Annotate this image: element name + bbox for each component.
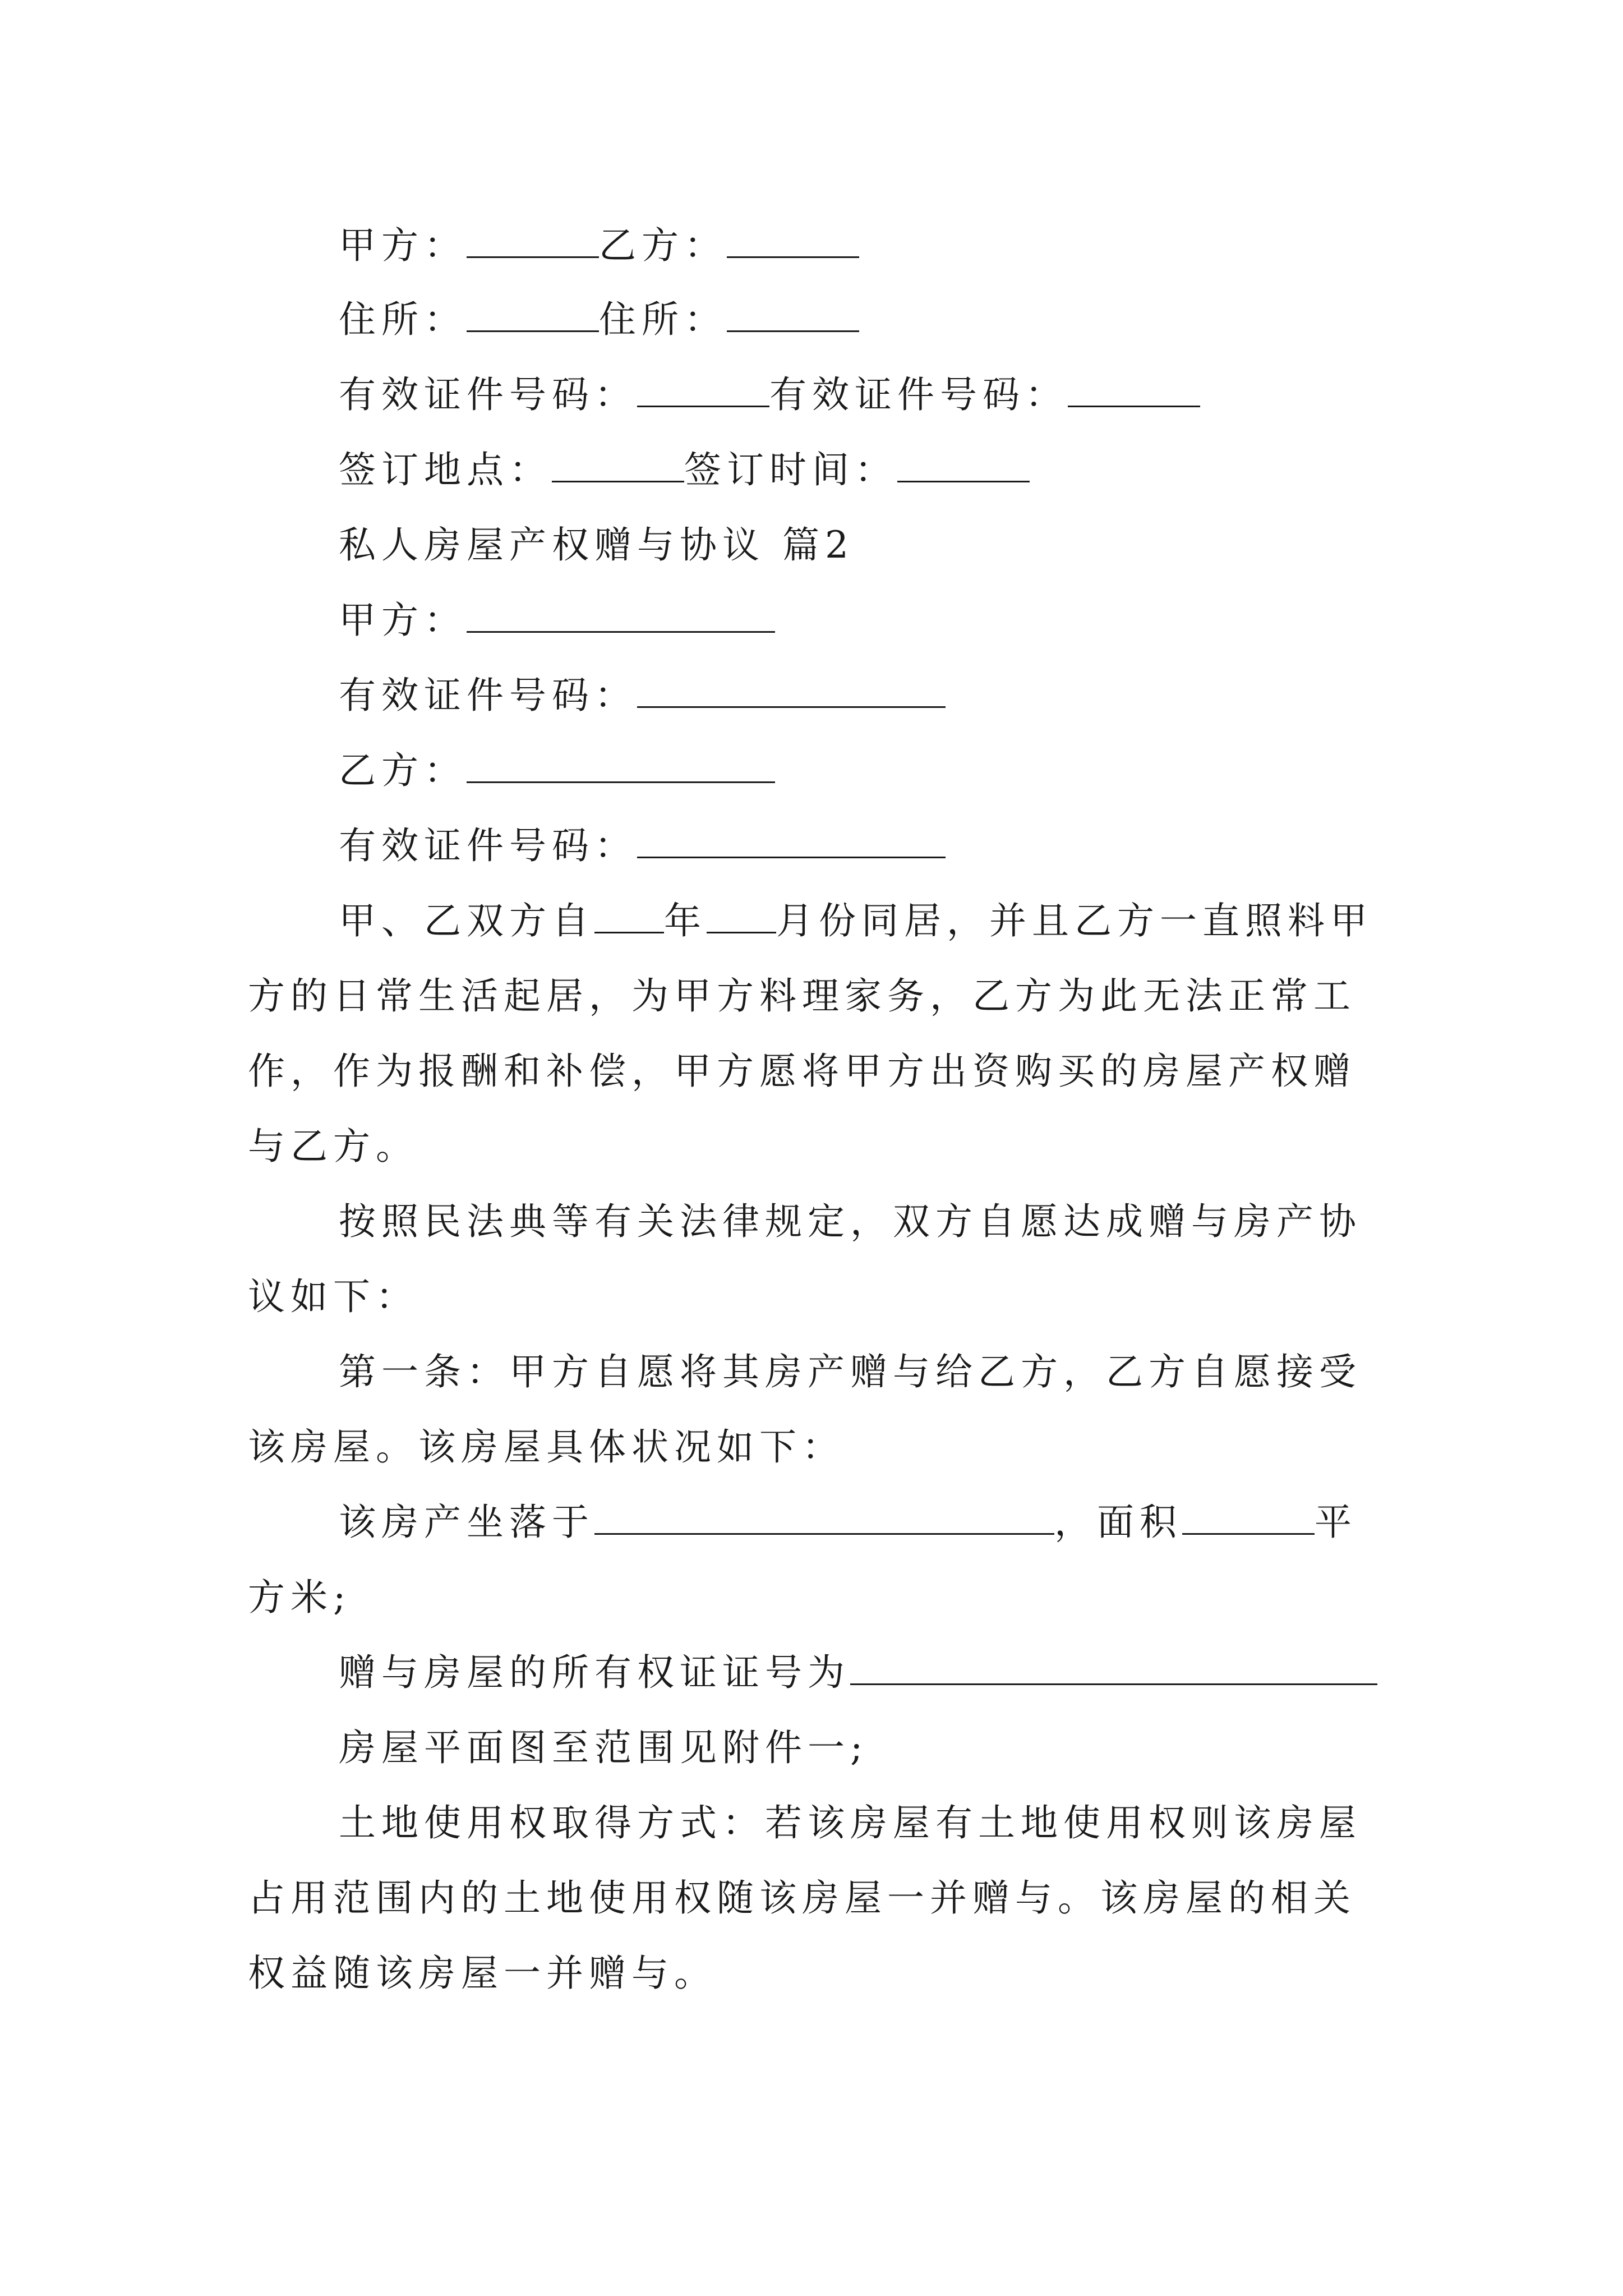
area-blank: [1182, 1502, 1315, 1535]
party-a-blank: [467, 225, 599, 258]
paragraph-line: 议如下：: [248, 1275, 418, 1318]
party-a-label: 甲方：: [339, 224, 467, 267]
s2-id-a-blank: [637, 675, 946, 708]
s2-id-b-label: 有效证件号码：: [339, 824, 637, 867]
area-unit-1: 平: [1315, 1501, 1357, 1544]
paragraph-line: 与乙方。: [248, 1125, 418, 1168]
address-a-label: 住所：: [339, 298, 467, 341]
p1-text-2: 月份同居，并且乙方一直照料甲: [776, 899, 1373, 942]
month-blank: [707, 900, 776, 933]
id-b-label: 有效证件号码：: [769, 373, 1068, 416]
address-b-label: 住所：: [599, 298, 727, 341]
id-b-blank: [1068, 374, 1200, 407]
paragraph-line: 土地使用权取得方式：若该房屋有土地使用权则该房屋: [339, 1801, 1362, 1844]
party-b-blank: [727, 225, 859, 258]
paragraph-line: 房屋平面图至范围见附件一;: [339, 1726, 869, 1769]
s2-party-a-blank: [467, 600, 775, 633]
time-label: 签订时间：: [684, 448, 897, 491]
address-b-blank: [727, 299, 859, 332]
location-blank: [594, 1502, 1054, 1535]
paragraph-line: 占用范围内的土地使用权随该房屋一并赠与。该房屋的相关: [248, 1876, 1356, 1920]
certificate-label: 赠与房屋的所有权证证号为: [339, 1651, 850, 1694]
p1-year: 年: [664, 899, 707, 942]
paragraph-line: [339, 899, 1483, 944]
s2-party-a-label: 甲方：: [339, 599, 467, 642]
s2-party-b-line: [339, 748, 1483, 793]
id-a-label: 有效证件号码：: [339, 373, 637, 416]
year-blank: [594, 900, 664, 933]
paragraph-line: 第一条：甲方自愿将其房产赠与给乙方，乙方自愿接受: [339, 1350, 1362, 1393]
s2-party-a-line: [339, 598, 1483, 643]
place-label: 签订地点：: [339, 448, 552, 491]
id-line: [339, 372, 1483, 417]
paragraph-line: 作，作为报酬和补偿，甲方愿将甲方出资购买的房屋产权赠: [248, 1050, 1356, 1093]
s2-id-a-line: [339, 673, 1483, 718]
sign-line: [339, 448, 1483, 493]
section-title: 私人房屋产权赠与协议 篇2: [339, 523, 854, 567]
certificate-blank: [850, 1652, 1377, 1685]
area-label: ，面积: [1054, 1501, 1182, 1544]
time-blank: [897, 449, 1030, 482]
s2-id-a-label: 有效证件号码：: [339, 674, 637, 717]
s2-id-b-blank: [637, 825, 946, 858]
p1-text-1: 甲、乙双方自: [339, 899, 594, 942]
paragraph-line: [339, 1650, 1483, 1695]
paragraph-line: 方米;: [248, 1576, 352, 1619]
address-a-blank: [467, 299, 599, 332]
place-blank: [552, 449, 684, 482]
s2-party-b-label: 乙方：: [339, 749, 467, 792]
id-a-blank: [637, 374, 769, 407]
party-b-label: 乙方：: [599, 224, 727, 267]
paragraph-line: [339, 1500, 1483, 1545]
paragraph-line: 权益随该房屋一并赠与。: [248, 1952, 717, 1995]
paragraph-line: 按照民法典等有关法律规定，双方自愿达成赠与房产协: [339, 1200, 1362, 1243]
address-line: [339, 297, 1483, 342]
s2-party-b-blank: [467, 750, 775, 783]
s2-id-b-line: [339, 823, 1483, 868]
paragraph-line: 该房屋。该房屋具体状况如下：: [248, 1425, 845, 1469]
paragraph-line: 方的日常生活起居，为甲方料理家务，乙方为此无法正常工: [248, 974, 1356, 1018]
location-label: 该房产坐落于: [339, 1501, 594, 1544]
party-line: [339, 223, 1483, 268]
